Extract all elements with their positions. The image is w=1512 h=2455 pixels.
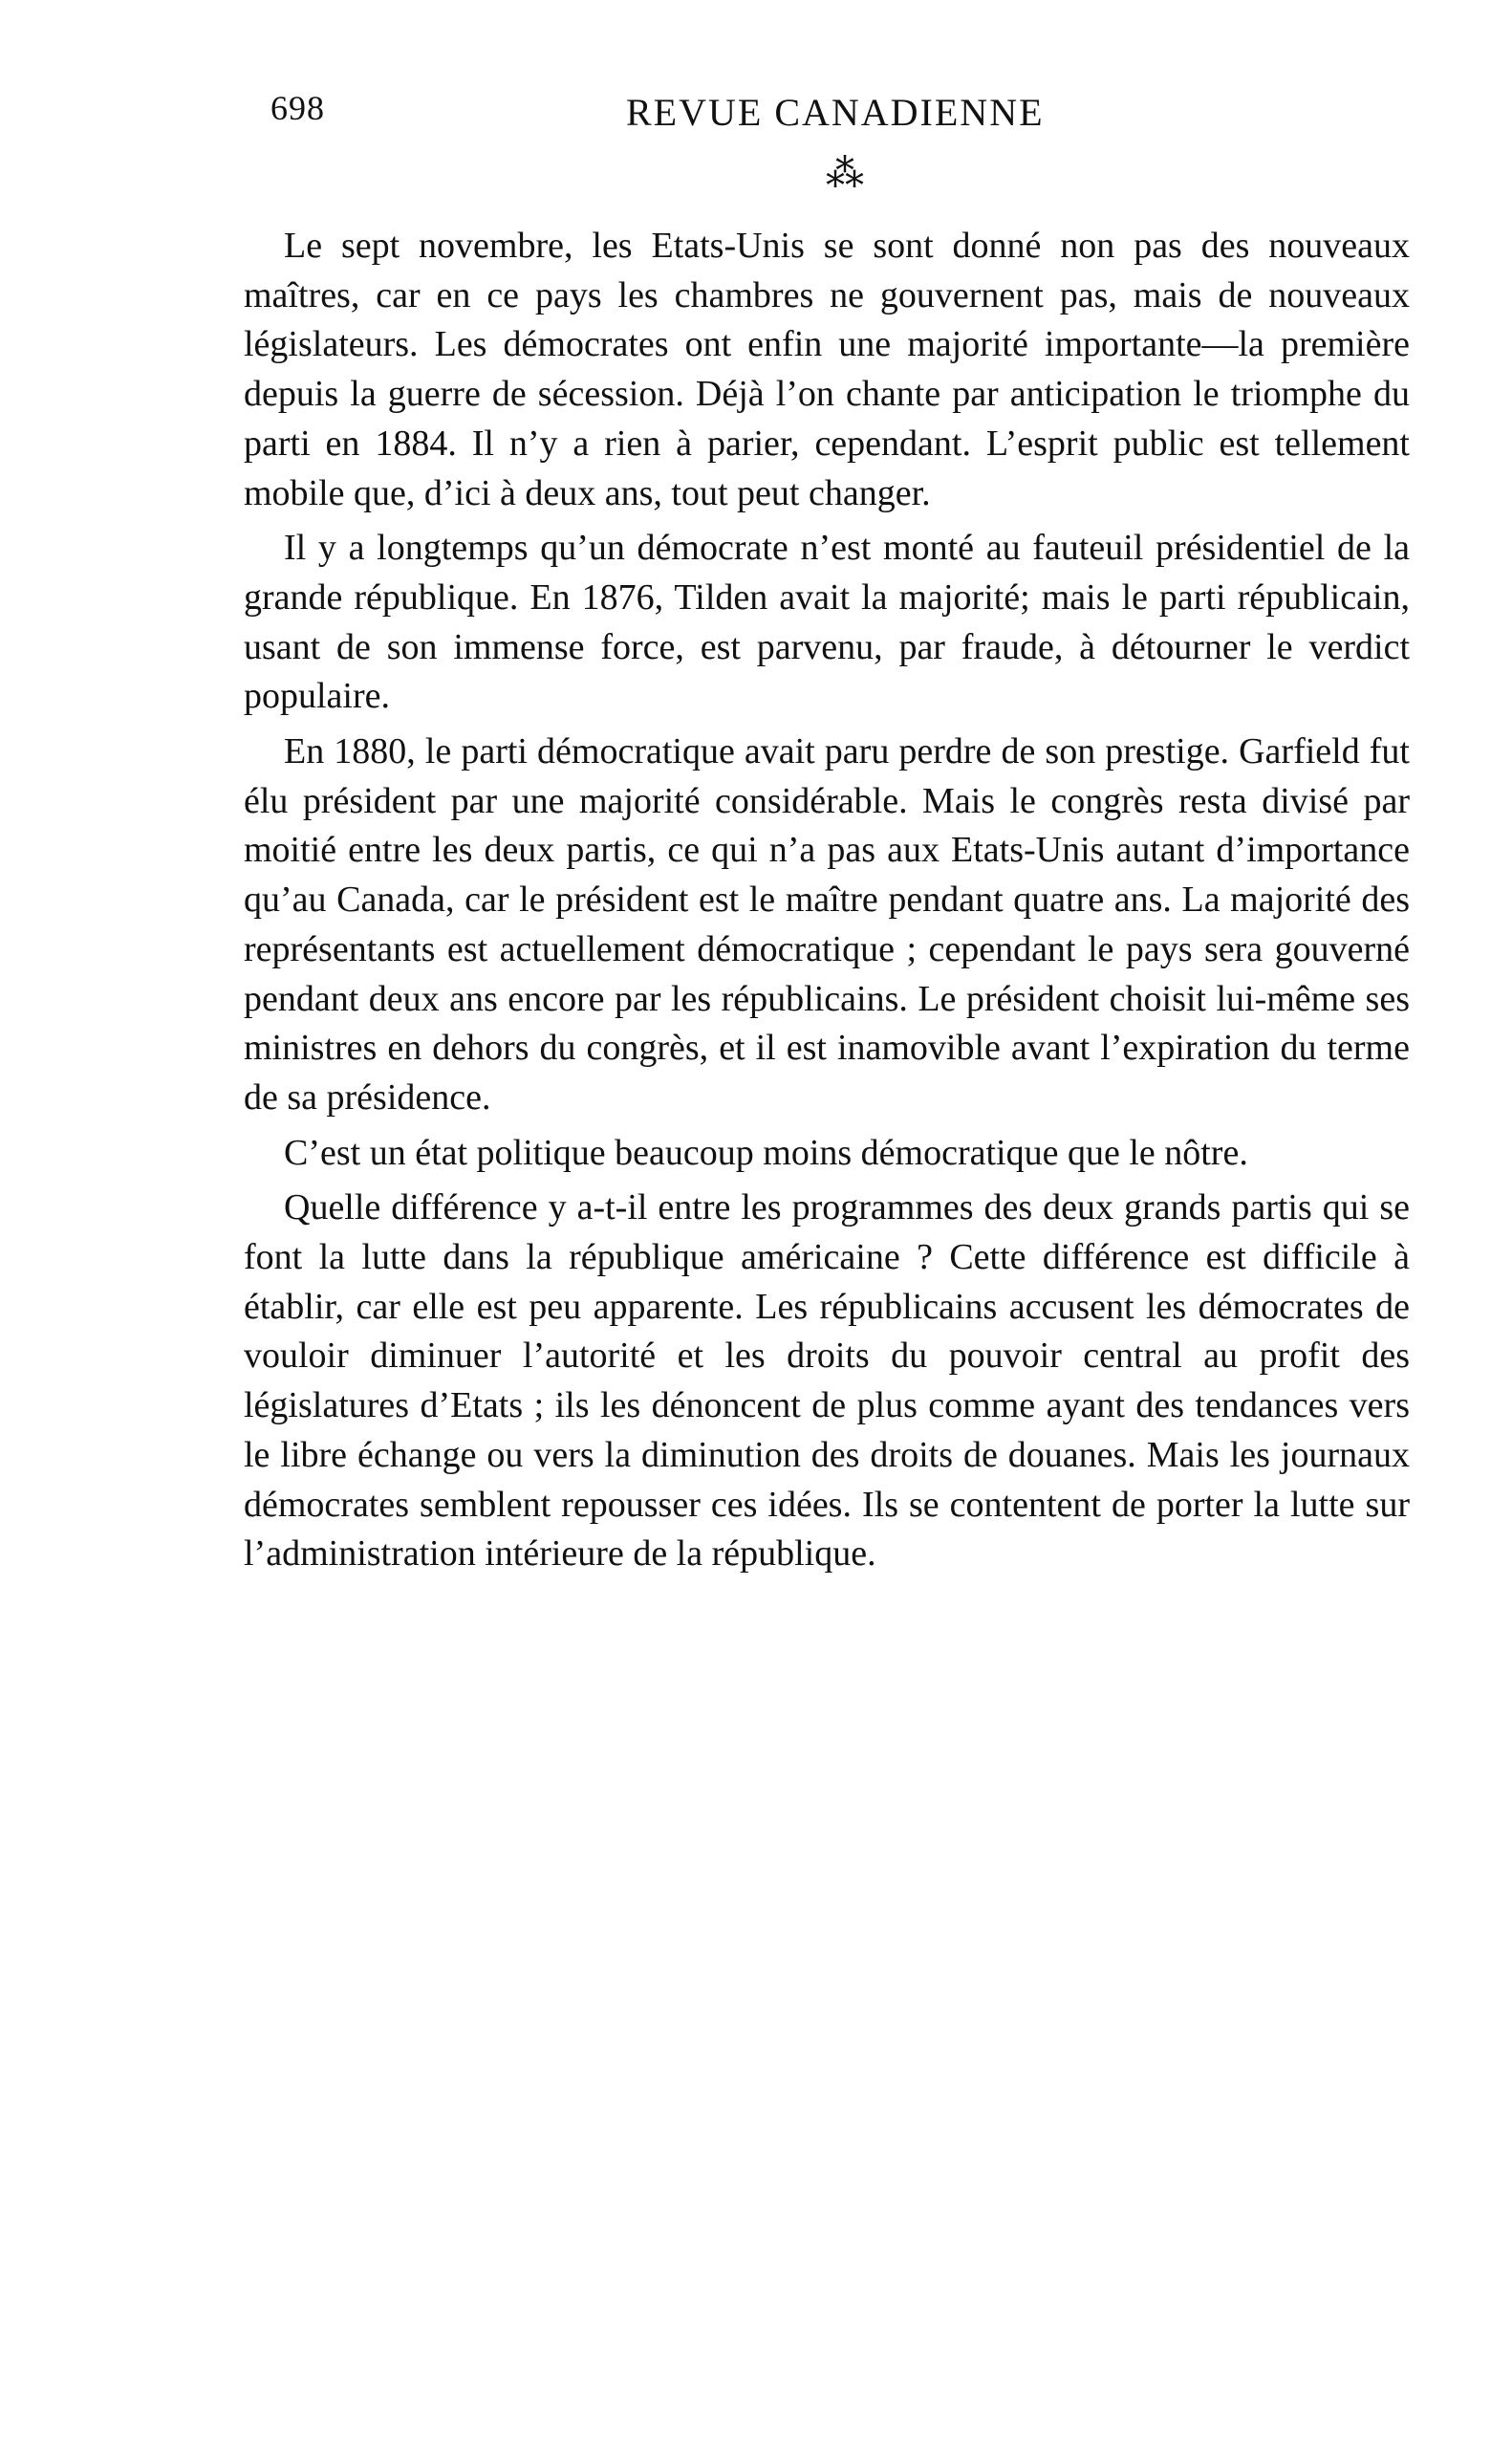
running-head	[244, 88, 1410, 145]
paragraph: C’est un état politique beaucoup moins démocratique que le nôtre.	[284, 1132, 1248, 1173]
paragraph: Quelle différence y a-t-il entre les programmes des deux grands partis qui se font la lutte dans la république américaine ? Cette différence est difficile à établir, car elle est peu apparente. Les républicains accusent les démocrates de vouloir diminuer l’autorité et les droits du pouvoir central au profit des législatures d’Etats ; ils les dénoncent de plus comme ayant des tendances vers le libre échange ou vers la diminution des droits de douanes. Mais les journaux démocrates semblent repousser ces idées. Ils se contentent de porter la lutte sur l’administration intérieure de la république.	[244, 1187, 1410, 1575]
paragraph: En 1880, le parti démocratique avait paru perdre de son prestige. Garfield fut élu président par une majorité considérable. Mais le congrès resta divisé par moitié entre les deux partis, ce qui n’a pas aux Etats-Unis autant d’importance qu’au Canada, car le président est le maître pendant quatre ans. La majorité des représentants est actuellement démocratique ; cependant le pays sera gouverné pendant deux ans encore par les républicains. Le président choisit lui-même ses ministres en dehors du congrès, et il est inamovible avant l’expiration du terme de sa présidence.	[244, 731, 1410, 1118]
paragraph: Il y a longtemps qu’un démocrate n’est monté au fauteuil présidentiel de la grande république. En 1876, Tilden avait la majorité; mais le parti républicain, usant de son immense force, est parvenu, par fraude, à détourner le verdict populaire.	[244, 528, 1410, 717]
journal-title: REVUE CANADIENNE	[626, 91, 1045, 134]
paragraph: Le sept novembre, les Etats-Unis se sont donné non pas des nouveaux maîtres, car en ce pays les chambres ne gouvernent pas, mais de nouveaux législateurs. Les démocrates ont enfin une majorité importante—la première depuis la guerre de sécession. Déjà l’on chante par anticipation le triomphe du parti en 1884. Il n’y a rien à parier, cependant. L’esprit public est tellement mobile que, d’ici à deux ans, tout peut changer.	[244, 226, 1410, 513]
asterism-separator: ⁂	[826, 152, 866, 195]
book-page	[244, 88, 1410, 1585]
page-number: 698	[270, 89, 325, 127]
article-body	[244, 222, 1410, 1579]
